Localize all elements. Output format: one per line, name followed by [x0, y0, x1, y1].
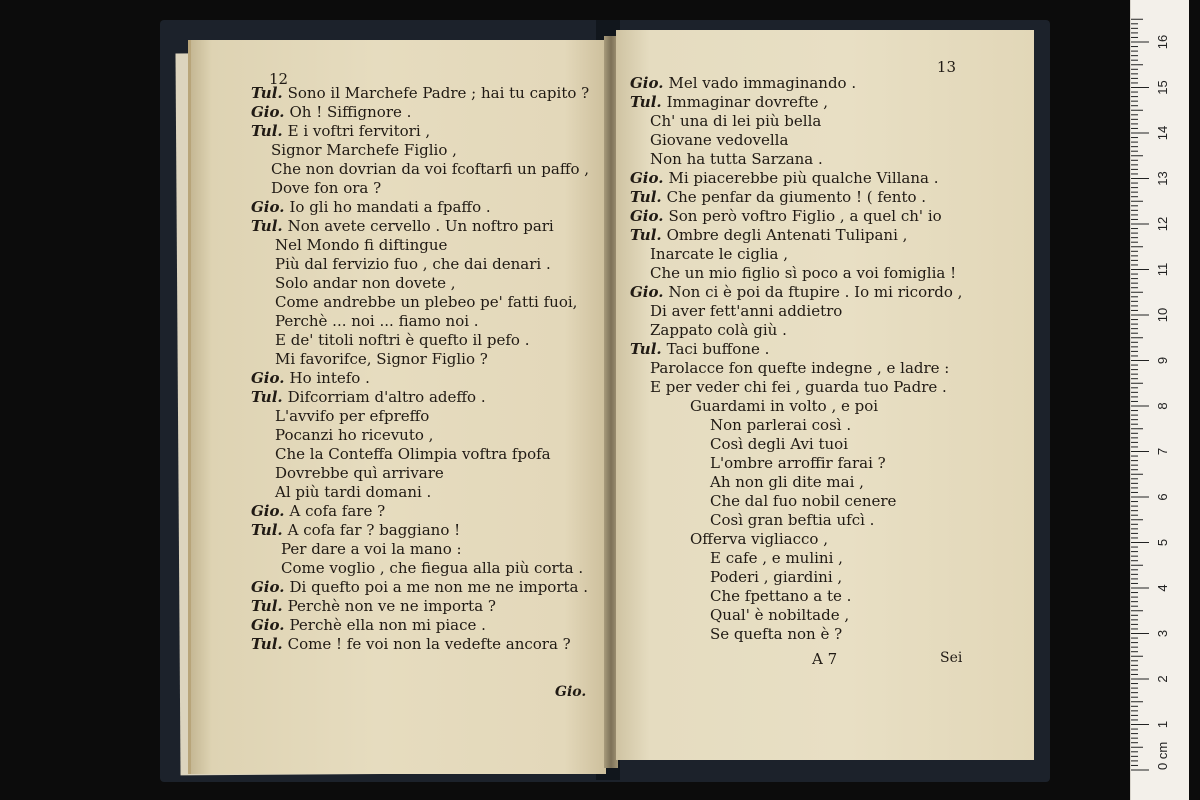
line-text: Che fpettano a te . [710, 587, 852, 605]
line-text: Che un mio figlio sì poco a voi fomiglia ! [650, 264, 957, 282]
speaker-label: Tul. [251, 597, 283, 615]
text-line [630, 473, 1026, 492]
text-line [251, 255, 601, 274]
line-text: E cafe , e mulini , [710, 549, 843, 567]
line-text: Così degli Avi tuoi [710, 435, 848, 453]
text-line [630, 549, 1026, 568]
text-line [251, 236, 601, 255]
text-line [630, 74, 1026, 93]
line-text: A cofa fare ? [289, 502, 386, 520]
ruler-label: 5 [1155, 538, 1170, 547]
line-text: E de' titoli noftri è quefto il pefo . [275, 331, 530, 349]
text-line [251, 179, 601, 198]
text-line [630, 93, 1026, 112]
line-text: Solo andar non dovete , [275, 274, 456, 292]
line-text: Son però voftro Figlio , a quel ch' io [668, 207, 942, 225]
ruler-label: 7 [1155, 447, 1170, 456]
line-text: Ho intefo . [289, 369, 370, 387]
text-line [251, 217, 601, 236]
line-text: Che la Conteffa Olimpia voftra fpofa [275, 445, 551, 463]
catchword: Sei [940, 650, 963, 666]
speaker-label: Gio. [251, 198, 285, 216]
text-line [630, 245, 1026, 264]
text-line [251, 122, 601, 141]
line-text: Non avete cervello . Un noftro pari [287, 217, 554, 235]
catchword: Gio. [555, 684, 587, 700]
line-text: Che penfar da giumento ! ( fento . [666, 188, 927, 206]
text-line [630, 359, 1026, 378]
line-text: Ah non gli dite mai , [710, 473, 864, 491]
speaker-label: Tul. [251, 217, 283, 235]
line-text: L'avvifo per efpreffo [275, 407, 430, 425]
line-text: Di quefto poi a me non me ne importa . [289, 578, 588, 596]
text-line [251, 350, 601, 369]
line-text: Come ! fe voi non la vedefte ancora ? [287, 635, 571, 653]
speaker-label: Tul. [251, 521, 283, 539]
text-line [630, 150, 1026, 169]
line-text: Ombre degli Antenati Tulipani , [666, 226, 908, 244]
ruler-label: 13 [1155, 171, 1170, 186]
text-line [630, 587, 1026, 606]
line-text: Sono il Marchefe Padre ; hai tu capito ? [287, 84, 590, 102]
text-line [630, 321, 1026, 340]
ruler-label: 16 [1155, 34, 1170, 50]
speaker-label: Gio. [251, 502, 285, 520]
text-line [251, 521, 601, 540]
line-text: Offerva vigliacco , [690, 530, 828, 548]
speaker-label: Tul. [630, 188, 662, 206]
line-text: Dovrebbe quì arrivare [275, 464, 444, 482]
text-line [630, 625, 1026, 644]
text-line [630, 226, 1026, 245]
speaker-label: Gio. [251, 616, 285, 634]
line-text: Al più tardi domani . [275, 483, 432, 501]
ruler-label: 10 [1155, 307, 1170, 323]
text-line [251, 502, 601, 521]
page-number: 13 [936, 58, 956, 76]
ruler-label: 4 [1155, 584, 1170, 592]
left-page-text [251, 84, 601, 654]
line-text: Signor Marchefe Figlio , [271, 141, 457, 159]
line-text: Oh ! Siffignore . [289, 103, 412, 121]
speaker-label: Gio. [630, 283, 664, 301]
ruler-label: 12 [1155, 216, 1170, 232]
text-line [251, 483, 601, 502]
text-line [251, 407, 601, 426]
ruler-scale [1131, 0, 1189, 800]
line-text: Non ha tutta Sarzana . [650, 150, 823, 168]
page-number: 12 [269, 70, 289, 88]
line-text: Ch' una di lei più bella [650, 112, 822, 130]
line-text: Zappato colà giù . [650, 321, 787, 339]
speaker-label: Gio. [630, 169, 664, 187]
line-text: Poderi , giardini , [710, 568, 843, 586]
speaker-label: Tul. [630, 93, 662, 111]
speaker-label: Gio. [630, 74, 664, 92]
line-text: Più dal fervizio fuo , che dai denari . [275, 255, 551, 273]
text-line [251, 540, 601, 559]
line-text: Non ci è poi da ftupire . Io mi ricordo , [668, 283, 963, 301]
text-line [630, 416, 1026, 435]
ruler-label: 2 [1155, 675, 1170, 683]
line-text: Taci buffone . [666, 340, 770, 358]
text-line [251, 445, 601, 464]
line-text: Perchè ella non mi piace . [289, 616, 486, 634]
line-text: Guardami in volto , e poi [690, 397, 879, 415]
text-line [251, 464, 601, 483]
line-text: Perchè non ve ne importa ? [287, 597, 496, 615]
ruler-label: 3 [1155, 629, 1170, 638]
ruler-label: 1 [1155, 720, 1170, 729]
line-text: Inarcate le ciglia , [650, 245, 789, 263]
ruler-label: 15 [1155, 80, 1170, 95]
text-line [630, 169, 1026, 188]
text-line [630, 435, 1026, 454]
text-line [251, 388, 601, 407]
speaker-label: Gio. [251, 369, 285, 387]
text-line [630, 283, 1026, 302]
line-text: Che non dovrian da voi fcoftarfi un paffo , [271, 160, 590, 178]
line-text: Parolacce fon quefte indegne , e ladre : [650, 359, 950, 377]
text-line [251, 312, 601, 331]
ruler-label: 14 [1155, 125, 1170, 141]
text-line [251, 141, 601, 160]
line-text: Come voglio , che fiegua alla più corta . [281, 559, 584, 577]
line-text: Se quefta non è ? [710, 625, 843, 643]
text-line [630, 340, 1026, 359]
speaker-label: Gio. [251, 103, 285, 121]
line-text: Giovane vedovella [650, 131, 789, 149]
line-text: Così gran beftia ufcì . [710, 511, 875, 529]
line-text: Che dal fuo nobil cenere [710, 492, 897, 510]
text-line [251, 578, 601, 597]
line-text: E per veder chi fei , guarda tuo Padre . [650, 378, 947, 396]
text-line [630, 530, 1026, 549]
text-line [630, 378, 1026, 397]
text-line [630, 511, 1026, 530]
right-page [616, 30, 1034, 760]
text-line [251, 597, 601, 616]
line-text: Pocanzi ho ricevuto , [275, 426, 434, 444]
signature-mark: A 7 [812, 650, 838, 668]
line-text: Qual' è nobiltade , [710, 606, 850, 624]
ruler-label: 0 cm [1155, 741, 1170, 770]
line-text: Immaginar dovrefte , [666, 93, 829, 111]
line-text: Perchè ... noi ... fiamo noi . [275, 312, 479, 330]
ruler-label: 11 [1155, 262, 1170, 277]
speaker-label: Tul. [251, 84, 283, 102]
line-text: Come andrebbe un plebeo pe' fatti fuoi, [275, 293, 578, 311]
text-line [251, 274, 601, 293]
line-text: Di aver fett'anni addietro [650, 302, 843, 320]
text-line [251, 426, 601, 445]
line-text: Difcorriam d'altro adeffo . [287, 388, 486, 406]
left-page [188, 40, 606, 774]
measurement-ruler [1130, 0, 1189, 800]
text-line [630, 606, 1026, 625]
line-text: Non parlerai così . [710, 416, 852, 434]
line-text: L'ombre arroffir farai ? [710, 454, 886, 472]
speaker-label: Gio. [630, 207, 664, 225]
line-text: Dove fon ora ? [271, 179, 382, 197]
line-text: Mi favorifce, Signor Figlio ? [275, 350, 488, 368]
line-text: Mi piacerebbe più qualche Villana . [668, 169, 939, 187]
line-text: Io gli ho mandati a fpaffo . [289, 198, 491, 216]
line-text: A cofa far ? baggiano ! [287, 521, 461, 539]
text-line [630, 112, 1026, 131]
ruler-label: 9 [1155, 356, 1170, 365]
text-line [251, 559, 601, 578]
text-line [630, 207, 1026, 226]
text-line [251, 198, 601, 217]
ruler-label: 6 [1155, 493, 1170, 501]
text-line [251, 160, 601, 179]
speaker-label: Tul. [251, 635, 283, 653]
speaker-label: Gio. [251, 578, 285, 596]
text-line [630, 131, 1026, 150]
line-text: Nel Mondo fi diftingue [275, 236, 448, 254]
text-line [630, 302, 1026, 321]
text-line [251, 616, 601, 635]
text-line [630, 188, 1026, 207]
text-line [630, 492, 1026, 511]
right-page-text [630, 74, 1026, 644]
speaker-label: Tul. [251, 122, 283, 140]
text-line [251, 293, 601, 312]
speaker-label: Tul. [630, 340, 662, 358]
line-text: E i voftri fervitori , [287, 122, 431, 140]
text-line [251, 369, 601, 388]
line-text: Per dare a voi la mano : [281, 540, 462, 558]
text-line [630, 454, 1026, 473]
text-line [251, 103, 601, 122]
text-line [630, 568, 1026, 587]
ruler-label: 8 [1155, 402, 1170, 410]
text-line [251, 331, 601, 350]
speaker-label: Tul. [630, 226, 662, 244]
speaker-label: Tul. [251, 388, 283, 406]
text-line [251, 84, 601, 103]
line-text: Mel vado immaginando . [668, 74, 857, 92]
text-line [630, 397, 1026, 416]
text-line [630, 264, 1026, 283]
text-line [251, 635, 601, 654]
